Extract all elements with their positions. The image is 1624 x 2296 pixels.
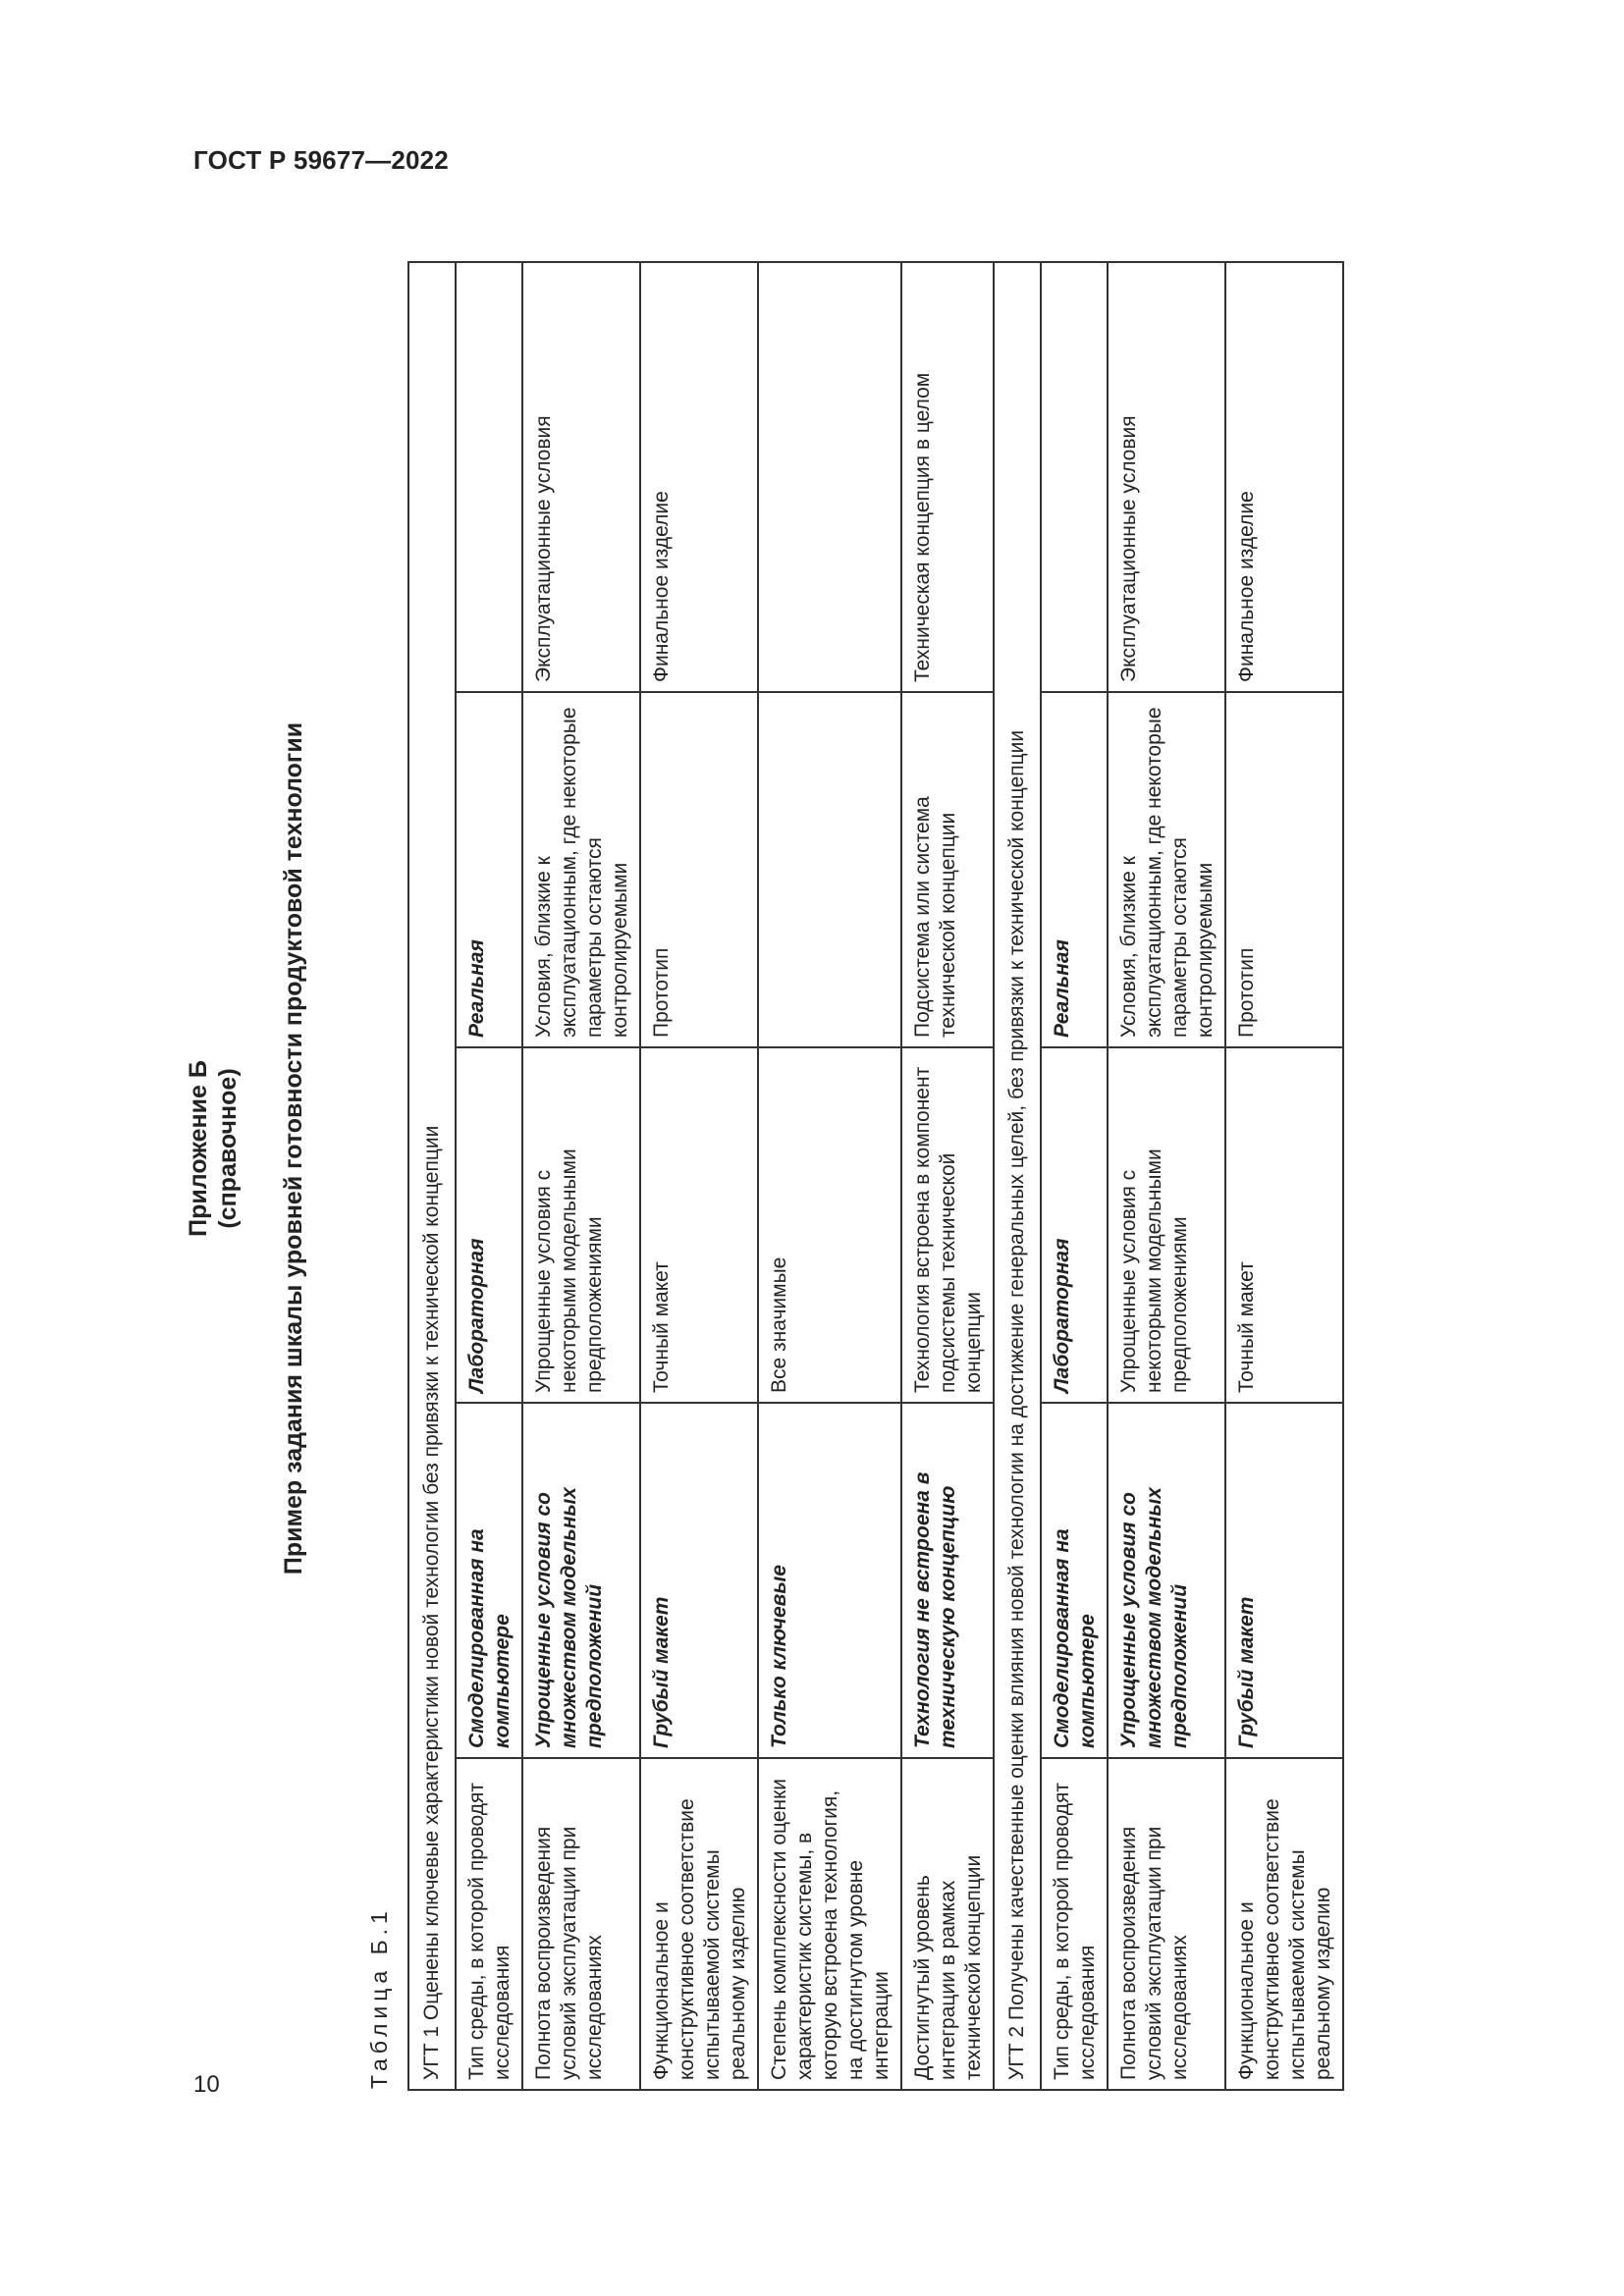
table-row bbox=[758, 262, 901, 2090]
level-cell-3: Прототип bbox=[640, 692, 758, 1047]
table-row bbox=[901, 262, 994, 2090]
level-cell-1: Грубый макет bbox=[1225, 1403, 1343, 1758]
parameter-cell: Функциональное и конструктивное соответствие испытываемой системы реальному изделию bbox=[1225, 1758, 1343, 2090]
level-cell-4 bbox=[456, 262, 522, 692]
level-cell-4: Финальное изделие bbox=[640, 262, 758, 692]
section-heading: УГТ 1 Оценены ключевые характеристики новой технологии без привязки к технической концепции bbox=[408, 262, 456, 2090]
parameter-cell: Функциональное и конструктивное соответствие испытываемой системы реальному изделию bbox=[640, 1758, 758, 2090]
level-cell-4: Эксплуатационные условия bbox=[522, 262, 640, 692]
level-cell-1: Упрощенные условия со множеством модельных предположений bbox=[1108, 1403, 1225, 1758]
table-row bbox=[1041, 262, 1108, 2090]
level-cell-2: Точный макет bbox=[640, 1047, 758, 1403]
readiness-scale-table bbox=[407, 261, 1344, 2091]
level-cell-3: Реальная bbox=[1041, 692, 1108, 1047]
level-cell-4 bbox=[1041, 262, 1108, 692]
level-cell-1: Только ключевые bbox=[758, 1403, 901, 1758]
level-cell-2: Упрощенные условия с некоторыми модельными предположениями bbox=[1108, 1047, 1225, 1403]
level-cell-2: Технология встроена в компонент подсистемы технической концепции bbox=[901, 1047, 994, 1403]
appendix-label: Приложение Б bbox=[185, 1060, 212, 1237]
level-cell-1: Смоделированная на компьютере bbox=[1041, 1403, 1108, 1758]
table-row bbox=[640, 262, 758, 2090]
document-header: ГОСТ Р 59677—2022 bbox=[193, 145, 449, 175]
page-number: 10 bbox=[193, 2071, 220, 2098]
page-title: Пример задания шкалы уровней готовности продуктовой технологии bbox=[280, 721, 307, 1575]
level-cell-3: Прототип bbox=[1225, 692, 1343, 1047]
level-cell-2: Лабораторная bbox=[1041, 1047, 1108, 1403]
level-cell-3: Реальная bbox=[456, 692, 522, 1047]
rotated-content bbox=[184, 206, 1509, 2091]
parameter-cell: Тип среды, в которой проводят исследования bbox=[1041, 1758, 1108, 2090]
level-cell-1: Грубый макет bbox=[640, 1403, 758, 1758]
level-cell-1: Технология не встроена в техническую концепцию bbox=[901, 1403, 994, 1758]
table-body bbox=[408, 262, 1343, 2090]
table-row bbox=[1225, 262, 1343, 2090]
table-row bbox=[1108, 262, 1225, 2090]
level-cell-3 bbox=[758, 692, 901, 1047]
level-cell-4: Эксплуатационные условия bbox=[1108, 262, 1225, 692]
level-cell-3: Подсистема или система технической концепции bbox=[901, 692, 994, 1047]
table-caption: Таблица Б.1 bbox=[366, 1906, 392, 2089]
appendix-type: (справочное) bbox=[214, 1068, 242, 1229]
parameter-cell: Тип среды, в которой проводят исследования bbox=[456, 1758, 522, 2090]
table-row bbox=[456, 262, 522, 2090]
table-row bbox=[522, 262, 640, 2090]
level-cell-4: Техническая концепция в целом bbox=[901, 262, 994, 692]
level-cell-1: Упрощенные условия со множеством модельных предположений bbox=[522, 1403, 640, 1758]
level-cell-2: Точный макет bbox=[1225, 1047, 1343, 1403]
level-cell-3: Условия, близкие к эксплуатационным, где некоторые параметры остаются контролируемыми bbox=[1108, 692, 1225, 1047]
parameter-cell: Степень комплексности оценки характеристик системы, в которую встроена технология, на достигнутом уровне интеграции bbox=[758, 1758, 901, 2090]
section-heading-row bbox=[408, 262, 456, 2090]
level-cell-2: Лабораторная bbox=[456, 1047, 522, 1403]
parameter-cell: Полнота воспроизведения условий эксплуатации при исследованиях bbox=[522, 1758, 640, 2090]
level-cell-2: Все значимые bbox=[758, 1047, 901, 1403]
parameter-cell: Полнота воспроизведения условий эксплуатации при исследованиях bbox=[1108, 1758, 1225, 2090]
section-heading: УГТ 2 Получены качественные оценки влияния новой технологии на достижение генеральных целей, без привязки к технической концепции bbox=[994, 262, 1041, 2090]
level-cell-4: Финальное изделие bbox=[1225, 262, 1343, 692]
level-cell-3: Условия, близкие к эксплуатационным, где некоторые параметры остаются контролируемыми bbox=[522, 692, 640, 1047]
level-cell-2: Упрощенные условия с некоторыми модельными предположениями bbox=[522, 1047, 640, 1403]
level-cell-4 bbox=[758, 262, 901, 692]
appendix-title bbox=[184, 206, 243, 2091]
parameter-cell: Достигнутый уровень интеграции в рамках технической концепции bbox=[901, 1758, 994, 2090]
level-cell-1: Смоделированная на компьютере bbox=[456, 1403, 522, 1758]
section-heading-row bbox=[994, 262, 1041, 2090]
